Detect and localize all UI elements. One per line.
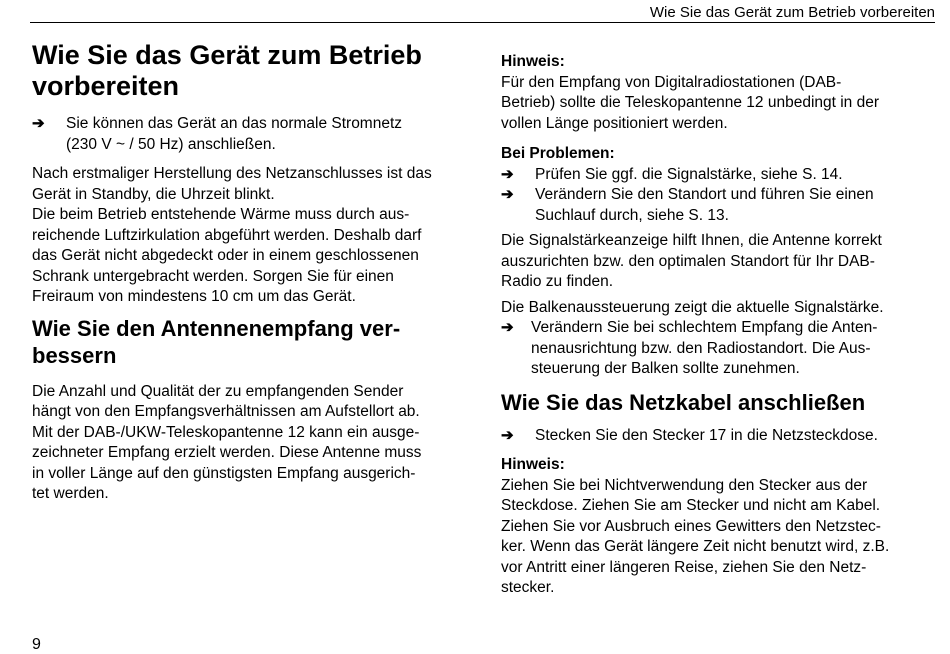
page-header bbox=[30, 0, 935, 23]
text-line: Gerät in Standby, die Uhrzeit blinkt. bbox=[32, 185, 275, 203]
text-line: Stecken Sie den Stecker 17 in die Netzsteckdose. bbox=[535, 426, 878, 444]
hint-label-2: Hinweis: bbox=[501, 456, 565, 473]
text-line: Prüfen Sie ggf. die Signalstärke, siehe S. 14. bbox=[535, 165, 843, 183]
text-line: nenausrichtung bzw. den Radiostandort. Die Aus- bbox=[531, 339, 871, 357]
arrow-right-icon: ➔ bbox=[501, 165, 514, 183]
text-line: Die Anzahl und Qualität der zu empfangenden Sender bbox=[32, 382, 404, 400]
paragraph-antenna bbox=[32, 382, 472, 505]
arrow-right-icon: ➔ bbox=[501, 186, 514, 203]
bullet-text bbox=[66, 114, 402, 155]
heading-line: Wie Sie das Gerät zum Betrieb bbox=[32, 40, 422, 70]
text-line: zeichneter Empfang erzielt werden. Diese Antenne muss bbox=[32, 444, 422, 461]
bullet-adjust-antenna bbox=[501, 318, 931, 380]
right-column bbox=[501, 52, 931, 599]
bullet-power bbox=[32, 114, 472, 155]
heading-line: Wie Sie den Antennenempfang ver- bbox=[32, 315, 401, 341]
text-line: in voller Länge auf den günstigsten Empfang ausgerich- bbox=[32, 464, 416, 482]
text-line: Die Balkenaussteuerung zeigt die aktuelle Signalstärke. bbox=[501, 298, 884, 316]
text-line: reichende Luftzirkulation abgeführt werden. Deshalb darf bbox=[32, 226, 422, 244]
text-line: steuerung der Balken sollte zunehmen. bbox=[531, 360, 800, 377]
bullet-change-location bbox=[501, 185, 931, 226]
text-line: Nach erstmaliger Herstellung des Netzanschlusses ist das bbox=[32, 165, 432, 182]
text-line: Die beim Betrieb entstehende Wärme muss durch aus- bbox=[32, 206, 410, 223]
running-title: Wie Sie das Gerät zum Betrieb vorbereiten bbox=[649, 4, 935, 21]
text-line: ker. Wenn das Gerät längere Zeit nicht benutzt wird, z.B. bbox=[501, 538, 890, 555]
left-column bbox=[32, 40, 472, 505]
text-line: hängt von den Empfangsverhältnissen am Aufstellort ab. bbox=[32, 403, 420, 420]
text-line: Schrank untergebracht werden. Sorgen Sie für einen bbox=[32, 267, 394, 285]
text-line: stecker. bbox=[501, 579, 555, 596]
text-line: Mit der DAB-/UKW-Teleskopantenne 12 kann ein ausge- bbox=[32, 423, 420, 441]
arrow-right-icon: ➔ bbox=[32, 115, 45, 132]
paragraph-standby bbox=[32, 164, 472, 205]
bullet-text bbox=[535, 185, 874, 226]
text-line: Steckdose. Ziehen Sie am Stecker und nicht am Kabel. bbox=[501, 497, 881, 514]
text-line: Betrieb) sollte die Teleskopantenne 12 unbedingt in der bbox=[501, 94, 880, 111]
text-line: Die Signalstärkeanzeige hilft Ihnen, die Antenne korrekt bbox=[501, 232, 882, 249]
bullet-text bbox=[531, 318, 877, 380]
text-line: tet werden. bbox=[32, 485, 109, 502]
text-line: Freiraum von mindestens 10 cm um das Gerät. bbox=[32, 288, 356, 305]
paragraph-ventilation bbox=[32, 205, 472, 308]
text-line: Ziehen Sie vor Ausbruch eines Gewitters den Netzstec- bbox=[501, 517, 881, 535]
heading-power-cable: Wie Sie das Netzkabel anschließen bbox=[501, 389, 866, 415]
hint-label: Hinweis: bbox=[501, 53, 565, 70]
text-line: Sie können das Gerät an das normale Stromnetz bbox=[66, 115, 403, 132]
heading-line: vorbereiten bbox=[32, 71, 180, 101]
hint-text bbox=[501, 73, 931, 135]
heading-line: bessern bbox=[32, 342, 117, 368]
text-line: (230 V ~ / 50 Hz) anschließen. bbox=[66, 135, 276, 153]
heading-antenna bbox=[32, 315, 472, 369]
text-line: auszurichten bzw. den optimalen Standort für Ihr DAB- bbox=[501, 252, 875, 270]
text-line: vor Antritt einer längeren Reise, ziehen Sie den Netz- bbox=[501, 558, 867, 576]
page-number: 9 bbox=[32, 636, 41, 653]
text-line: Ziehen Sie bei Nichtverwendung den Stecker aus der bbox=[501, 476, 868, 494]
text-line: vollen Länge positioniert werden. bbox=[501, 114, 728, 132]
text-line: das Gerät nicht abgedeckt oder in einem geschlossenen bbox=[32, 247, 419, 264]
text-line: Verändern Sie den Standort und führen Sie einen bbox=[535, 186, 874, 203]
heading-operation bbox=[32, 40, 472, 102]
text-line: Verändern Sie bei schlechtem Empfang die Anten- bbox=[531, 319, 878, 336]
paragraph-signal-indicator bbox=[501, 231, 931, 293]
text-line: Für den Empfang von Digitalradiostationen (DAB- bbox=[501, 73, 842, 91]
arrow-right-icon: ➔ bbox=[501, 319, 514, 336]
arrow-right-icon: ➔ bbox=[501, 426, 514, 444]
text-line: Radio zu finden. bbox=[501, 273, 614, 290]
bullet-check-signal bbox=[501, 165, 931, 186]
text-line: Suchlauf durch, siehe S. 13. bbox=[535, 206, 729, 224]
hint-text-2 bbox=[501, 476, 931, 599]
problems-label: Bei Problemen: bbox=[501, 145, 615, 162]
bullet-plug-in bbox=[501, 426, 931, 447]
paragraph-bar-level bbox=[501, 298, 931, 319]
